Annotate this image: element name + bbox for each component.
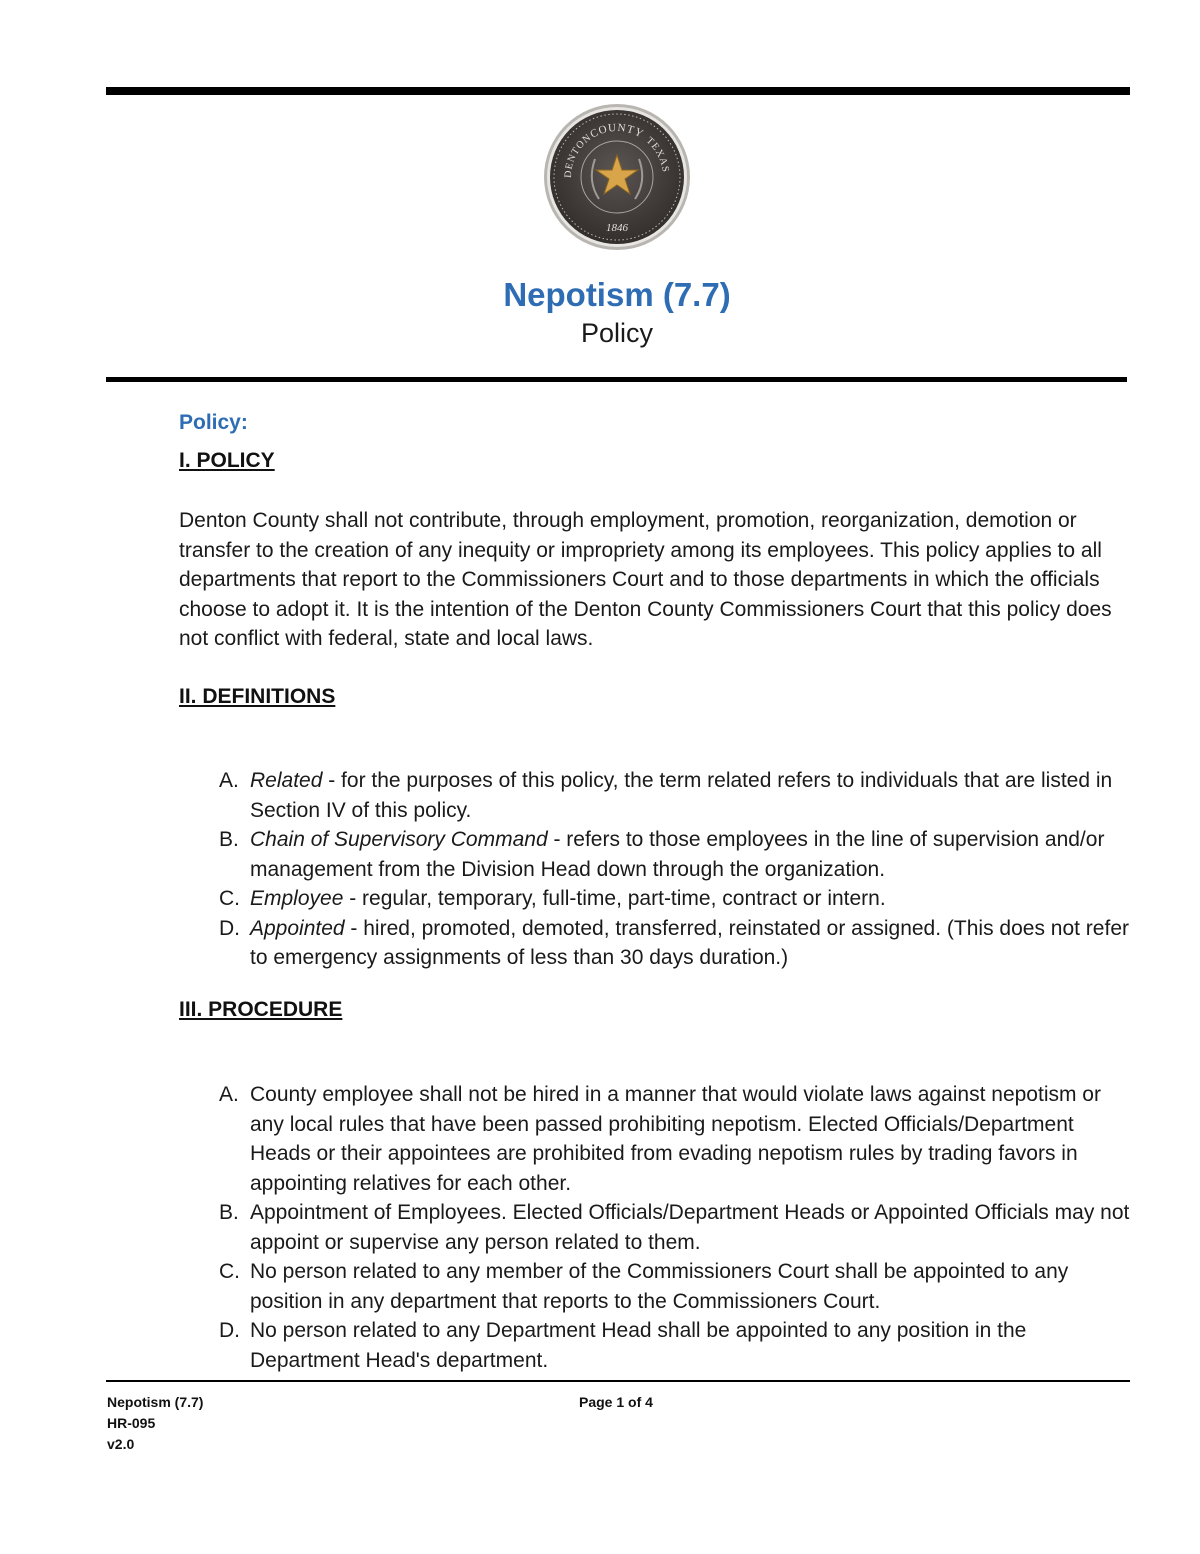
list-marker: C. bbox=[219, 887, 240, 910]
definition-term: Chain of Supervisory Command bbox=[250, 828, 548, 851]
policy-label: Policy: bbox=[179, 411, 248, 434]
list-item bbox=[219, 1257, 1139, 1316]
policy-paragraph: Denton County shall not contribute, through employment, promotion, reorganization, demotion or transfer to the creation of any inequity or impropriety among its employees. This policy applies to all departments that report to the Commissioners Court and to those departments in which the officials choose to adopt it. It is the intention of the Denton County Commissioners Court that this policy does not conflict with federal, state and local laws. bbox=[179, 509, 1112, 650]
svg-text:TEXAS: TEXAS bbox=[643, 135, 671, 174]
document-subtitle: Policy bbox=[580, 318, 654, 348]
list-marker: D. bbox=[219, 916, 240, 940]
list-item bbox=[219, 766, 1139, 825]
footer-doc-code: HR-095 bbox=[107, 1415, 156, 1431]
procedure-text: No person related to any Department Head shall be appointed to any position in the Department Head's department. bbox=[250, 1319, 1027, 1372]
section-heading-procedure: III. PROCEDURE bbox=[179, 998, 343, 1021]
svg-text:1846: 1846 bbox=[606, 222, 628, 234]
header-divider bbox=[106, 377, 1127, 382]
section-heading-definitions: II. DEFINITIONS bbox=[179, 685, 336, 708]
svg-text:DENTON: DENTON bbox=[562, 131, 594, 179]
procedure-text: Appointment of Employees. Elected Officials/Department Heads or Appointed Officials may not appoint or supervise any person related to them. bbox=[250, 1201, 1130, 1254]
definition-term: Related bbox=[250, 769, 323, 792]
footer-page-number: Page 1 of 4 bbox=[579, 1394, 653, 1410]
section-heading-policy: I. POLICY bbox=[179, 449, 275, 472]
document-title: Nepotism (7.7) bbox=[503, 276, 731, 313]
list-item bbox=[219, 914, 1139, 973]
definition-text: - regular, temporary, full-time, part-time, contract or intern. bbox=[343, 887, 886, 910]
definition-term: Appointed bbox=[250, 916, 345, 940]
procedure-text: County employee shall not be hired in a manner that would violate laws against nepotism or any local rules that have been passed prohibiting nepotism. Elected Officials/Department Heads or their appointees are prohibited from evading nepotism rules by trading favors in appointing relatives for each other. bbox=[250, 1083, 1101, 1195]
footer-doc-name: Nepotism (7.7) bbox=[107, 1394, 204, 1410]
county-seal-logo bbox=[543, 103, 691, 251]
definition-text: - for the purposes of this policy, the term related refers to individuals that are listed in Section IV of this policy. bbox=[250, 769, 1113, 822]
list-item bbox=[219, 825, 1139, 884]
list-marker: B. bbox=[219, 1201, 239, 1224]
list-marker: C. bbox=[219, 1260, 240, 1283]
list-marker: A. bbox=[219, 769, 239, 792]
footer-divider bbox=[106, 1380, 1130, 1382]
procedure-list bbox=[219, 1080, 1139, 1375]
definitions-list bbox=[219, 766, 1139, 973]
definition-text: - hired, promoted, demoted, transferred, reinstated or assigned. (This does not refer to emergency assignments of less than 30 days duration.) bbox=[250, 916, 1129, 969]
procedure-text: No person related to any member of the Commissioners Court shall be appointed to any position in any department that reports to the Commissioners Court. bbox=[250, 1260, 1069, 1313]
top-rule bbox=[106, 87, 1130, 95]
list-marker: B. bbox=[219, 828, 239, 851]
footer-version: v2.0 bbox=[107, 1436, 135, 1452]
list-marker: A. bbox=[219, 1083, 239, 1106]
definition-text: - refers to those employees in the line of supervision and/or management from the Division Head down through the organization. bbox=[250, 828, 1105, 881]
list-marker: D. bbox=[219, 1319, 240, 1342]
list-item bbox=[219, 1198, 1139, 1257]
footer-doc-info bbox=[107, 1392, 203, 1455]
definition-term: Employee bbox=[250, 887, 344, 910]
list-item bbox=[219, 1316, 1139, 1375]
list-item bbox=[219, 884, 1139, 914]
svg-text:COUNTY: COUNTY bbox=[588, 121, 646, 141]
list-item bbox=[219, 1080, 1139, 1198]
